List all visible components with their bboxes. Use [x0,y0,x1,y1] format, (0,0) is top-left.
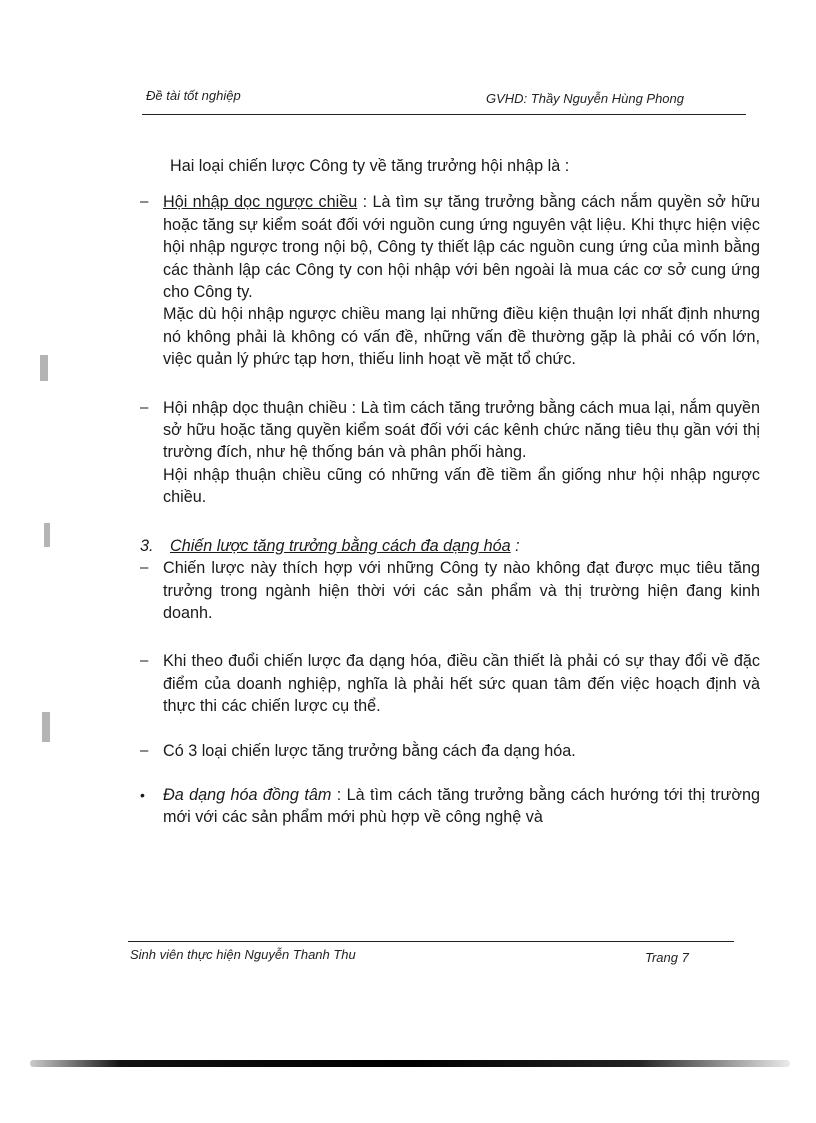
dash-marker: – [140,652,149,670]
bullet-marker: • [140,786,145,803]
scan-speck [44,523,50,547]
dash-marker: – [140,741,149,759]
paragraph-text: : Là tìm sự tăng trưởng bằng cách nắm quyền sở hữu hoặc tăng sự kiểm soát đối với nguồn cung ứng nguyên vật liệu. Khi thực hiện việc hội nhập ngược trong nội bộ, Công ty thiết lập các nguồn cung ứng của mình bằng các thành lập các Công ty con hội nhập với bên ngoài là mua các cơ sở cung ứng cho Công ty. [163,193,760,302]
term-concentric-diversification: Đa dạng hóa đồng tâm [163,785,332,804]
header-right: GVHD: Thầy Nguyễn Hùng Phong [486,91,684,106]
scan-speck [42,712,50,742]
paragraph-text: Chiến lược này thích hợp với những Công ty nào không đạt được mục tiêu tăng trưởng trong ngành hiện thời với các sản phẩm và thị trường hiện đang kinh doanh. [163,559,760,622]
header-rule [142,114,746,115]
list-item-three-types [140,740,760,762]
scan-edge-bar [30,1060,790,1067]
section-title: Chiến lược tăng trưởng bằng cách đa dạng hóa [170,536,511,555]
paragraph-text: : Là tìm cách tăng trưởng bằng cách hướng tới thị trường mới với các sản phẩm mới phù hợp về công nghệ và [163,785,760,827]
paragraph-text: Hội nhập dọc thuận chiều : Là tìm cách tăng trưởng bằng cách mua lại, nắm quyền sở hữu hoặc tăng quyền kiểm soát đối với các kênh chức năng tiêu thụ gần với thị trường đích, như hệ thống bán và phân phối hàng. [163,398,760,462]
section-number: 3. [140,536,154,555]
section-heading [140,535,760,557]
paragraph-continuation: Mặc dù hội nhập ngược chiều mang lại những điều kiện thuận lợi nhất định nhưng nó không phải là không có vấn đề, những vấn đề thường gặp là phải có vốn lớn, việc quản lý phức tạp hơn, thiếu linh hoạt về mặt tổ chức. [163,305,760,369]
scan-speck [40,355,48,381]
paragraph [163,191,760,303]
paragraph [163,784,760,829]
list-item-backward-integration [140,191,760,370]
list-item-diversification-fit [140,557,760,624]
dash-marker: – [140,398,149,416]
bullet-concentric-diversification [140,784,760,829]
paragraph-text: Khi theo đuổi chiến lược đa dạng hóa, điều cần thiết là phải có sự thay đổi về đặc điểm của doanh nghiệp, nghĩa là phải hết sức quan tâm đến việc hoạch định và thực thi các chiến lược cụ thể. [163,652,760,716]
page-number: Trang 7 [645,950,689,965]
header-left: Đề tài tốt nghiệp [146,88,241,103]
dash-marker: – [140,559,149,577]
dash-marker: – [140,193,149,211]
document-body [140,155,760,829]
paragraph-text: Có 3 loại chiến lược tăng trưởng bằng cách đa dạng hóa. [163,741,576,760]
list-item-diversification-change [140,650,760,717]
term-backward-integration: Hội nhập dọc ngược chiều [163,193,358,212]
intro-paragraph: Hai loại chiến lược Công ty về tăng trưởng hội nhập là : [170,157,570,175]
section-suffix: : [510,536,520,555]
footer-rule [128,941,734,942]
footer-left: Sinh viên thực hiện Nguyễn Thanh Thu [130,947,356,962]
paragraph-continuation: Hội nhập thuận chiều cũng có những vấn đề tiềm ẩn giống như hội nhập ngược chiều. [163,465,760,507]
list-item-forward-integration [140,397,760,509]
